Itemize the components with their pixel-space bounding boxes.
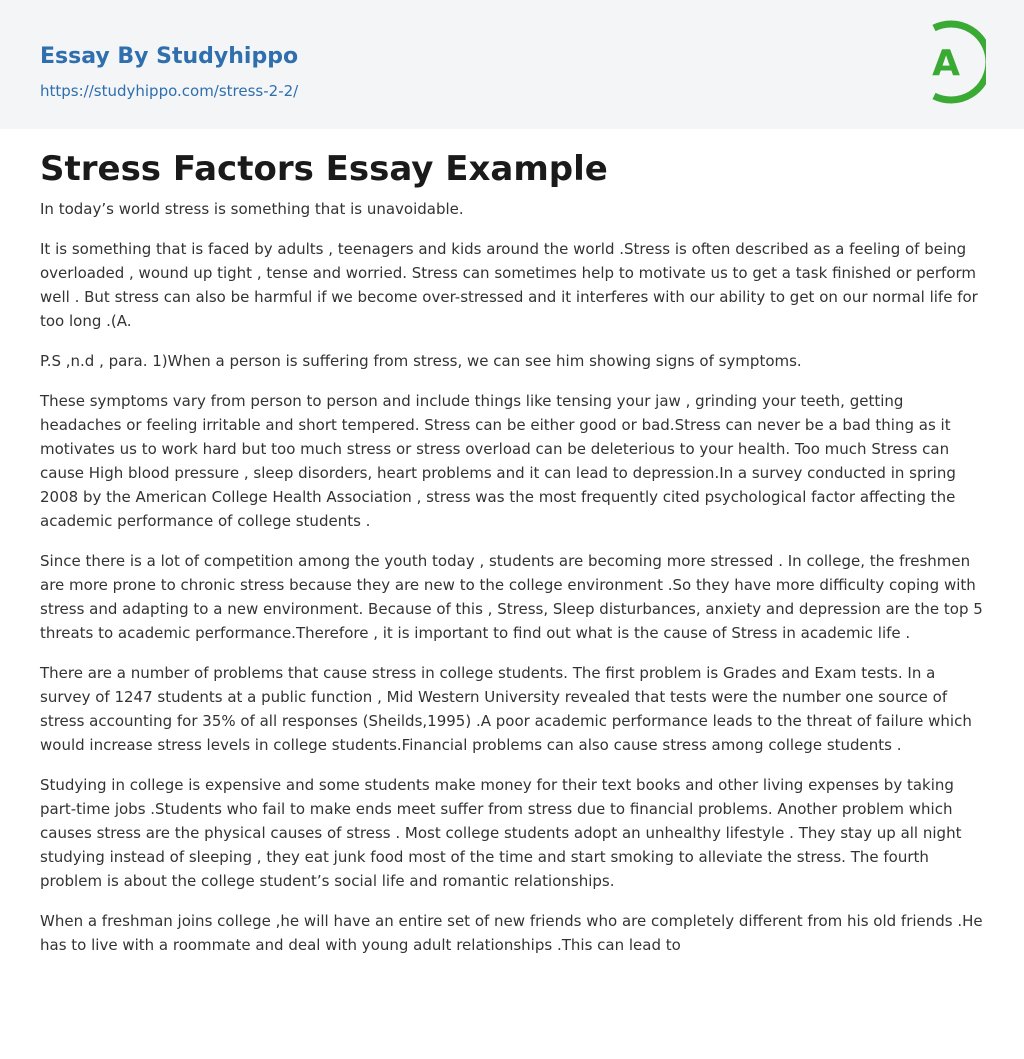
page-url-link[interactable]: https://studyhippo.com/stress-2-2/ — [40, 82, 299, 100]
essay-paragraph: Studying in college is expensive and some students make money for their text books and other living expenses by taking part-time jobs .Students who fail to make ends meet suffer from stress due to financial problems. Another problem which causes stress are the physical causes of stress . Most college students adopt an unhealthy lifestyle . They stay up all night studying instead of sleeping , they eat junk food most of the time and start smoking to alleviate the stress. The fourth problem is about the college student’s social life and romantic relationships. — [40, 776, 962, 890]
essay-paragraph: These symptoms vary from person to person and include things like tensing your jaw , grinding your teeth, getting headaches or feeling irritable and short tempered. Stress can be either good or bad.Stress can never be a bad thing as it motivates us to work hard but too much stress or stress overload can be deleterious to your health. Too much Stress can cause High blood pressure , sleep disorders, heart problems and it can lead to depression.In a survey conducted in spring 2008 by the American College Health Association , stress was the most frequently cited psychological factor affecting the academic performance of college students . — [40, 392, 956, 530]
essay-content — [0, 149, 1024, 957]
site-header — [0, 0, 1024, 129]
essay-paragraph: Since there is a lot of competition among the youth today , students are becoming more stressed . In college, the freshmen are more prone to chronic stress because they are new to the college environment .So they have more difficulty coping with stress and adapting to a new environment. Because of this , Stress, Sleep disturbances, anxiety and depression are the top 5 threats to academic performance.Therefore , it is important to find out what is the cause of Stress in academic life . — [40, 552, 983, 642]
essay-paragraph: P.S ,n.d , para. 1)When a person is suffering from stress, we can see him showing signs of symptoms. — [40, 352, 802, 370]
essay-paragraph: There are a number of problems that cause stress in college students. The first problem is Grades and Exam tests. In a survey of 1247 students at a public function , Mid Western University revealed that tests were the number one source of stress accounting for 35% of all responses (Sheilds,1995) .A poor academic performance leads to the threat of failure which would increase stress levels in college students.Financial problems can also cause stress among college students . — [40, 664, 972, 754]
essay-paragraph: In today’s world stress is something that is unavoidable. — [40, 200, 464, 218]
page-title: Stress Factors Essay Example — [40, 149, 608, 189]
essay-paragraph: When a freshman joins college ,he will have an entire set of new friends who are completely different from his old friends .He has to live with a roommate and deal with young adult relationships .This can lead to — [40, 912, 983, 954]
logo-letter: A — [932, 43, 960, 84]
brand-title[interactable]: Essay By Studyhippo — [40, 44, 299, 69]
essay-paragraph: It is something that is faced by adults , teenagers and kids around the world .Stress is often described as a feeling of being overloaded , wound up tight , tense and worried. Stress can sometimes help to motivate us to get a task finished or perform well . But stress can also be harmful if we become over-stressed and it interferes with our ability to get on our normal life for too long .(A. — [40, 240, 978, 330]
studyhippo-logo-icon[interactable] — [916, 18, 986, 106]
